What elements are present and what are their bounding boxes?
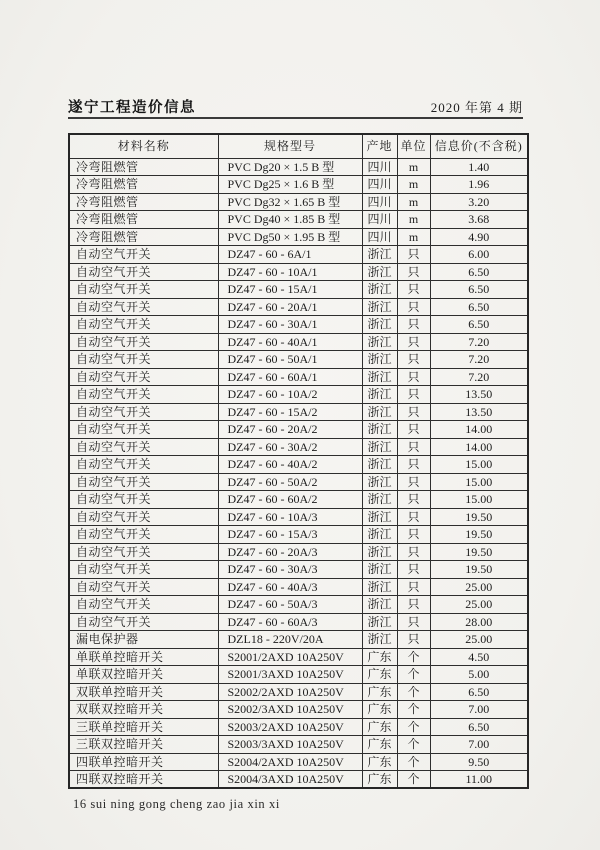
origin-cell: 浙江	[362, 438, 397, 456]
material-name-cell: 自动空气开关	[69, 473, 218, 491]
price-cell: 6.50	[430, 718, 528, 736]
material-name-cell: 自动空气开关	[69, 508, 218, 526]
unit-cell: 只	[397, 561, 430, 579]
origin-cell: 四川	[362, 158, 397, 176]
column-header-origin: 产地	[362, 134, 397, 158]
origin-cell: 广东	[362, 753, 397, 771]
price-cell: 15.00	[430, 491, 528, 509]
table-row	[69, 263, 528, 281]
unit-cell: 只	[397, 456, 430, 474]
spec-model-cell: S2001/2AXD 10A250V	[218, 648, 362, 666]
spec-model-cell: DZ47 - 60 - 6A/1	[218, 246, 362, 264]
origin-cell: 浙江	[362, 613, 397, 631]
unit-cell: 只	[397, 578, 430, 596]
material-name-cell: 自动空气开关	[69, 333, 218, 351]
spec-model-cell: S2003/2AXD 10A250V	[218, 718, 362, 736]
spec-model-cell: DZ47 - 60 - 30A/3	[218, 561, 362, 579]
table-row	[69, 543, 528, 561]
price-cell: 9.50	[430, 753, 528, 771]
table-row	[69, 771, 528, 789]
material-name-cell: 自动空气开关	[69, 561, 218, 579]
origin-cell: 广东	[362, 701, 397, 719]
material-name-cell: 自动空气开关	[69, 421, 218, 439]
table-row	[69, 631, 528, 649]
origin-cell: 浙江	[362, 316, 397, 334]
origin-cell: 浙江	[362, 526, 397, 544]
origin-cell: 浙江	[362, 246, 397, 264]
price-cell: 25.00	[430, 596, 528, 614]
origin-cell: 浙江	[362, 421, 397, 439]
origin-cell: 浙江	[362, 491, 397, 509]
unit-cell: 只	[397, 368, 430, 386]
price-cell: 6.50	[430, 281, 528, 299]
table-row	[69, 736, 528, 754]
material-name-cell: 自动空气开关	[69, 263, 218, 281]
price-cell: 6.00	[430, 246, 528, 264]
unit-cell: 个	[397, 753, 430, 771]
column-header-spec-model: 规格型号	[218, 134, 362, 158]
table-row	[69, 508, 528, 526]
origin-cell: 浙江	[362, 281, 397, 299]
table-row	[69, 246, 528, 264]
material-name-cell: 双联双控暗开关	[69, 701, 218, 719]
table-row	[69, 333, 528, 351]
table-row	[69, 561, 528, 579]
table-row	[69, 718, 528, 736]
material-name-cell: 冷弯阻燃管	[69, 193, 218, 211]
unit-cell: 只	[397, 508, 430, 526]
table-row	[69, 491, 528, 509]
origin-cell: 浙江	[362, 298, 397, 316]
material-name-cell: 单联双控暗开关	[69, 666, 218, 684]
unit-cell: 只	[397, 316, 430, 334]
unit-cell: 只	[397, 491, 430, 509]
unit-cell: 只	[397, 421, 430, 439]
table-header-row	[69, 134, 528, 158]
unit-cell: 只	[397, 263, 430, 281]
table-row	[69, 596, 528, 614]
material-name-cell: 自动空气开关	[69, 491, 218, 509]
origin-cell: 浙江	[362, 351, 397, 369]
material-name-cell: 四联双控暗开关	[69, 771, 218, 789]
origin-cell: 浙江	[362, 543, 397, 561]
column-header-material-name: 材料名称	[69, 134, 218, 158]
price-cell: 6.50	[430, 298, 528, 316]
origin-cell: 浙江	[362, 561, 397, 579]
unit-cell: m	[397, 193, 430, 211]
material-name-cell: 冷弯阻燃管	[69, 211, 218, 229]
table-row	[69, 158, 528, 176]
spec-model-cell: DZ47 - 60 - 10A/1	[218, 263, 362, 281]
spec-model-cell: DZ47 - 60 - 60A/1	[218, 368, 362, 386]
spec-model-cell: DZ47 - 60 - 20A/1	[218, 298, 362, 316]
price-cell: 19.50	[430, 561, 528, 579]
spec-model-cell: S2003/3AXD 10A250V	[218, 736, 362, 754]
unit-cell: m	[397, 228, 430, 246]
origin-cell: 四川	[362, 176, 397, 194]
price-cell: 7.20	[430, 351, 528, 369]
material-name-cell: 自动空气开关	[69, 351, 218, 369]
material-name-cell: 双联单控暗开关	[69, 683, 218, 701]
origin-cell: 广东	[362, 771, 397, 789]
origin-cell: 浙江	[362, 508, 397, 526]
table-row	[69, 753, 528, 771]
spec-model-cell: S2001/3AXD 10A250V	[218, 666, 362, 684]
unit-cell: 个	[397, 718, 430, 736]
price-cell: 15.00	[430, 473, 528, 491]
unit-cell: 只	[397, 386, 430, 404]
unit-cell: 只	[397, 473, 430, 491]
table-body	[69, 158, 528, 788]
material-name-cell: 自动空气开关	[69, 438, 218, 456]
material-name-cell: 自动空气开关	[69, 246, 218, 264]
unit-cell: 只	[397, 596, 430, 614]
unit-cell: 只	[397, 246, 430, 264]
material-name-cell: 自动空气开关	[69, 281, 218, 299]
material-name-cell: 自动空气开关	[69, 596, 218, 614]
price-cell: 11.00	[430, 771, 528, 789]
price-cell: 13.50	[430, 386, 528, 404]
page-footer: 16 sui ning gong cheng zao jia xin xi	[73, 797, 280, 811]
unit-cell: 只	[397, 351, 430, 369]
table-row	[69, 193, 528, 211]
table-row	[69, 281, 528, 299]
spec-model-cell: DZ47 - 60 - 40A/3	[218, 578, 362, 596]
unit-cell: 只	[397, 543, 430, 561]
spec-model-cell: DZ47 - 60 - 10A/3	[218, 508, 362, 526]
origin-cell: 浙江	[362, 456, 397, 474]
material-name-cell: 自动空气开关	[69, 403, 218, 421]
table-row	[69, 176, 528, 194]
spec-model-cell: DZ47 - 60 - 20A/3	[218, 543, 362, 561]
unit-cell: 个	[397, 683, 430, 701]
spec-model-cell: S2004/2AXD 10A250V	[218, 753, 362, 771]
spec-model-cell: DZ47 - 60 - 30A/2	[218, 438, 362, 456]
unit-cell: 个	[397, 701, 430, 719]
spec-model-cell: DZ47 - 60 - 50A/2	[218, 473, 362, 491]
price-cell: 6.50	[430, 263, 528, 281]
spec-model-cell: PVC Dg40 × 1.85 B 型	[218, 211, 362, 229]
spec-model-cell: DZ47 - 60 - 15A/2	[218, 403, 362, 421]
origin-cell: 广东	[362, 683, 397, 701]
price-table	[68, 133, 529, 789]
table-row	[69, 456, 528, 474]
price-cell: 25.00	[430, 578, 528, 596]
price-cell: 5.00	[430, 666, 528, 684]
origin-cell: 浙江	[362, 596, 397, 614]
unit-cell: m	[397, 211, 430, 229]
table-row	[69, 228, 528, 246]
material-name-cell: 三联双控暗开关	[69, 736, 218, 754]
spec-model-cell: DZ47 - 60 - 15A/3	[218, 526, 362, 544]
table-row	[69, 211, 528, 229]
price-cell: 14.00	[430, 421, 528, 439]
table-row	[69, 666, 528, 684]
spec-model-cell: DZ47 - 60 - 20A/2	[218, 421, 362, 439]
spec-model-cell: S2004/3AXD 10A250V	[218, 771, 362, 789]
origin-cell: 浙江	[362, 473, 397, 491]
material-name-cell: 冷弯阻燃管	[69, 228, 218, 246]
origin-cell: 四川	[362, 228, 397, 246]
material-name-cell: 自动空气开关	[69, 298, 218, 316]
price-cell: 28.00	[430, 613, 528, 631]
spec-model-cell: DZ47 - 60 - 60A/3	[218, 613, 362, 631]
spec-model-cell: DZL18 - 220V/20A	[218, 631, 362, 649]
unit-cell: 个	[397, 771, 430, 789]
table-row	[69, 438, 528, 456]
spec-model-cell: PVC Dg25 × 1.6 B 型	[218, 176, 362, 194]
spec-model-cell: DZ47 - 60 - 40A/2	[218, 456, 362, 474]
table-row	[69, 613, 528, 631]
spec-model-cell: PVC Dg32 × 1.65 B 型	[218, 193, 362, 211]
table-row	[69, 421, 528, 439]
spec-model-cell: PVC Dg20 × 1.5 B 型	[218, 158, 362, 176]
price-cell: 6.50	[430, 316, 528, 334]
unit-cell: 只	[397, 281, 430, 299]
origin-cell: 四川	[362, 211, 397, 229]
unit-cell: 只	[397, 298, 430, 316]
price-cell: 7.00	[430, 701, 528, 719]
origin-cell: 浙江	[362, 403, 397, 421]
material-name-cell: 冷弯阻燃管	[69, 176, 218, 194]
unit-cell: 只	[397, 403, 430, 421]
price-cell: 4.90	[430, 228, 528, 246]
origin-cell: 浙江	[362, 333, 397, 351]
material-name-cell: 自动空气开关	[69, 578, 218, 596]
table-row	[69, 316, 528, 334]
spec-model-cell: DZ47 - 60 - 60A/2	[218, 491, 362, 509]
price-cell: 1.40	[430, 158, 528, 176]
price-cell: 13.50	[430, 403, 528, 421]
origin-cell: 浙江	[362, 578, 397, 596]
table-row	[69, 683, 528, 701]
column-header-info-price: 信息价(不含税)	[430, 134, 528, 158]
unit-cell: 只	[397, 438, 430, 456]
spec-model-cell: DZ47 - 60 - 50A/3	[218, 596, 362, 614]
issue-label: 2020 年第 4 期	[430, 100, 523, 115]
column-header-unit: 单位	[397, 134, 430, 158]
material-name-cell: 冷弯阻燃管	[69, 158, 218, 176]
material-name-cell: 自动空气开关	[69, 543, 218, 561]
material-name-cell: 自动空气开关	[69, 613, 218, 631]
price-cell: 7.00	[430, 736, 528, 754]
price-cell: 1.96	[430, 176, 528, 194]
spec-model-cell: DZ47 - 60 - 15A/1	[218, 281, 362, 299]
origin-cell: 浙江	[362, 263, 397, 281]
price-cell: 7.20	[430, 368, 528, 386]
origin-cell: 广东	[362, 736, 397, 754]
material-name-cell: 三联单控暗开关	[69, 718, 218, 736]
material-name-cell: 漏电保护器	[69, 631, 218, 649]
origin-cell: 四川	[362, 193, 397, 211]
material-name-cell: 自动空气开关	[69, 386, 218, 404]
unit-cell: 个	[397, 736, 430, 754]
table-row	[69, 648, 528, 666]
price-cell: 19.50	[430, 526, 528, 544]
material-name-cell: 自动空气开关	[69, 316, 218, 334]
spec-model-cell: DZ47 - 60 - 50A/1	[218, 351, 362, 369]
price-cell: 4.50	[430, 648, 528, 666]
spec-model-cell: S2002/2AXD 10A250V	[218, 683, 362, 701]
table-row	[69, 351, 528, 369]
table-row	[69, 403, 528, 421]
spec-model-cell: DZ47 - 60 - 30A/1	[218, 316, 362, 334]
unit-cell: m	[397, 158, 430, 176]
unit-cell: 只	[397, 333, 430, 351]
unit-cell: 只	[397, 631, 430, 649]
origin-cell: 广东	[362, 648, 397, 666]
table-row	[69, 526, 528, 544]
table-row	[69, 298, 528, 316]
price-cell: 7.20	[430, 333, 528, 351]
table-row	[69, 701, 528, 719]
price-cell: 19.50	[430, 543, 528, 561]
unit-cell: m	[397, 176, 430, 194]
unit-cell: 只	[397, 613, 430, 631]
table-row	[69, 386, 528, 404]
unit-cell: 个	[397, 648, 430, 666]
table-row	[69, 368, 528, 386]
price-cell: 3.68	[430, 211, 528, 229]
journal-title: 遂宁工程造价信息	[68, 100, 196, 116]
table-row	[69, 473, 528, 491]
spec-model-cell: DZ47 - 60 - 10A/2	[218, 386, 362, 404]
unit-cell: 只	[397, 526, 430, 544]
material-name-cell: 四联单控暗开关	[69, 753, 218, 771]
header-divider	[68, 117, 523, 119]
spec-model-cell: DZ47 - 60 - 40A/1	[218, 333, 362, 351]
price-cell: 6.50	[430, 683, 528, 701]
origin-cell: 浙江	[362, 386, 397, 404]
origin-cell: 广东	[362, 666, 397, 684]
price-cell: 25.00	[430, 631, 528, 649]
table-row	[69, 578, 528, 596]
origin-cell: 广东	[362, 718, 397, 736]
unit-cell: 个	[397, 666, 430, 684]
material-name-cell: 自动空气开关	[69, 368, 218, 386]
origin-cell: 浙江	[362, 368, 397, 386]
price-cell: 14.00	[430, 438, 528, 456]
price-cell: 19.50	[430, 508, 528, 526]
material-name-cell: 自动空气开关	[69, 456, 218, 474]
material-name-cell: 单联单控暗开关	[69, 648, 218, 666]
origin-cell: 浙江	[362, 631, 397, 649]
spec-model-cell: S2002/3AXD 10A250V	[218, 701, 362, 719]
page-header	[68, 96, 523, 117]
material-name-cell: 自动空气开关	[69, 526, 218, 544]
price-cell: 15.00	[430, 456, 528, 474]
spec-model-cell: PVC Dg50 × 1.95 B 型	[218, 228, 362, 246]
price-cell: 3.20	[430, 193, 528, 211]
